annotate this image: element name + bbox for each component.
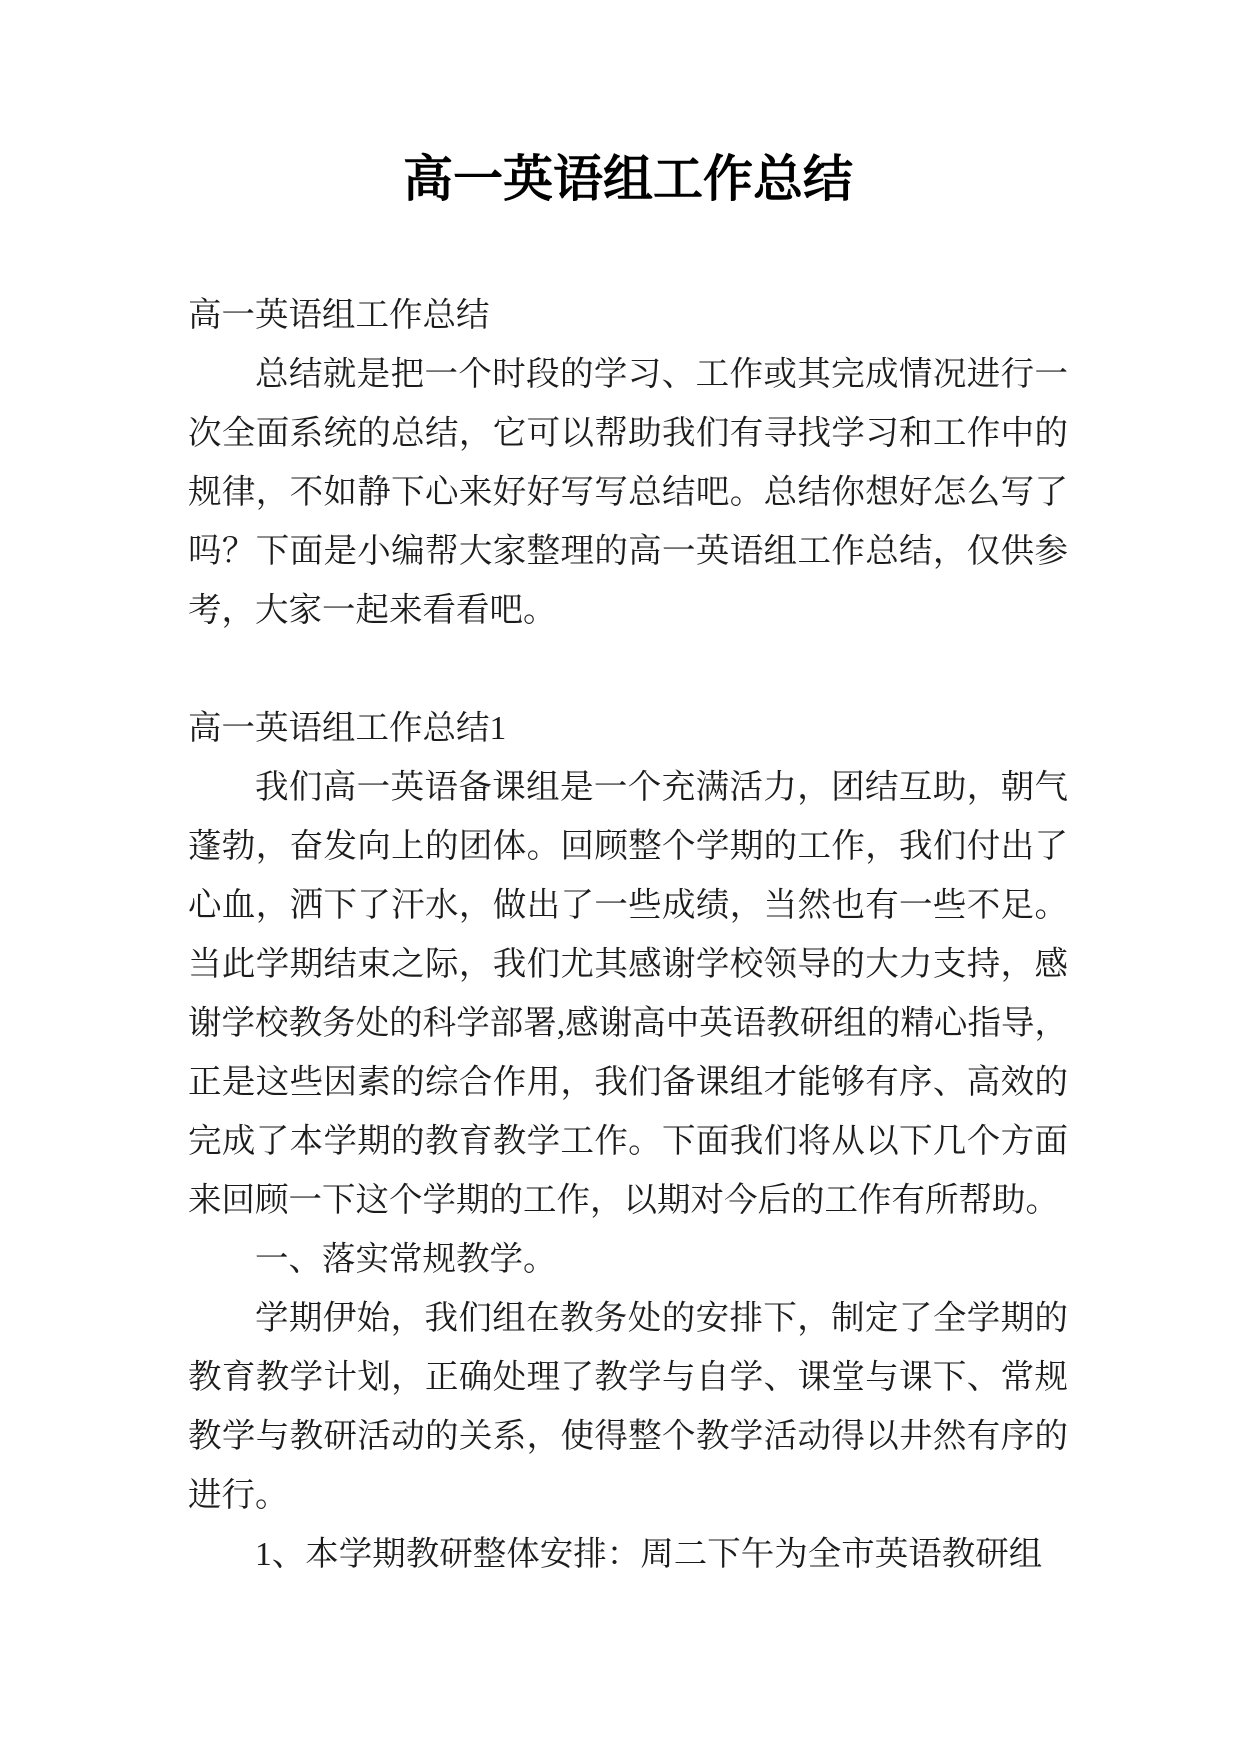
paragraph-intro: 总结就是把一个时段的学习、工作或其完成情况进行一次全面系统的总结，它可以帮助我们有寻找学习和工作中的规律，不如静下心来好好写写总结吧。总结你想好怎么写了吗？下面是小编帮大家整理的高一英语组工作总结，仅供参考，大家一起来看看吧。: [188, 356, 1068, 629]
paragraph-regular-teaching-body: 学期伊始，我们组在教务处的安排下，制定了全学期的教育教学计划，正确处理了教学与自学、课堂与课下、常规教学与教研活动的关系，使得整个教学活动得以井然有序的进行。: [188, 1300, 1068, 1514]
document-body: [188, 286, 1068, 1584]
paragraph-section1-body: 我们高一英语备课组是一个充满活力，团结互助，朝气蓬勃，奋发向上的团体。回顾整个学期的工作，我们付出了心血，洒下了汗水，做出了一些成绩，当然也有一些不足。当此学期结束之际，我们尤其感谢学校领导的大力支持，感谢学校教务处的科学部署,感谢高中英语教研组的精心指导，正是这些因素的综合作用，我们备课组才能够有序、高效的完成了本学期的教育教学工作。下面我们将从以下几个方面来回顾一下这个学期的工作，以期对今后的工作有所帮助。: [188, 769, 1068, 1219]
paragraph-intro-label: 高一英语组工作总结: [188, 297, 490, 334]
document-title: [188, 148, 1068, 210]
blank-line: [188, 640, 1068, 699]
document-title-text: 高一英语组工作总结: [403, 151, 853, 207]
paragraph-section1-label: 高一英语组工作总结1: [188, 710, 507, 747]
paragraph-weekly-schedule: 1、本学期教研整体安排：周二下午为全市英语教研组: [255, 1536, 1043, 1573]
paragraph-subheading-regular-teaching: 一、落实常规教学。: [255, 1241, 557, 1278]
